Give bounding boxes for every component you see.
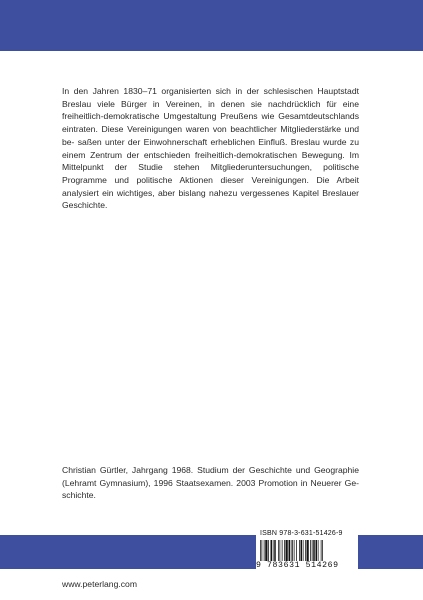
- bottom-color-band: [0, 535, 423, 569]
- publisher-website-link[interactable]: www.peterlang.com: [62, 579, 137, 589]
- author-biography: Christian Gürtler, Jahrgang 1968. Studium der Geschichte und Geographie (Lehramt Gymnasium), 1996 Staatsexamen. 2003 Promotion in Neuerer Ge- schichte.: [62, 465, 359, 501]
- isbn-barcode: [256, 527, 358, 572]
- barcode-icon: [260, 540, 354, 561]
- barcode-digits: 9 783631 514269: [256, 561, 339, 570]
- isbn-label: ISBN 978-3-631-51426-9: [260, 530, 343, 537]
- top-color-band: [0, 0, 423, 51]
- book-synopsis: In den Jahren 1830–71 organisierten sich in der schlesischen Hauptstadt Breslau viele Bürger in Vereinen, in denen sie nachdrücklich für eine freiheitlich-demokratische Umgestaltung Preußens wie Gesamtdeutschlands eintraten. Diese Vereinigungen waren von beachtlicher Mitgliederstärke und be- saßen unter der Einwohnerschaft erheblichen Einfluß. Breslau wurde zu einem Zentrum der entschieden freiheitlich-demokratischen Bewegung. Im Mittelpunkt der Studie stehen Mitgliederuntersuchungen, politische Programme und politische Aktionen dieser Vereinigungen. Die Arbeit analysiert ein wichtiges, aber bislang nahezu vergessenes Kapitel Breslauer Geschichte.: [62, 86, 359, 211]
